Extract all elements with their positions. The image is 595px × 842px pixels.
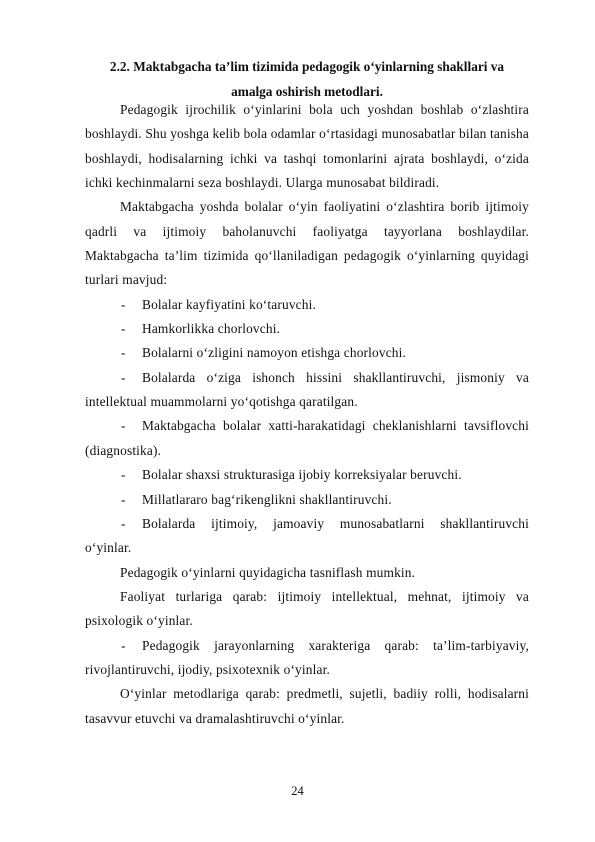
list-bullet: - [121,637,126,653]
list-item-text: Pedagogik jarayonlarning xarakteriga qarab: ta’lim-tarbiyaviy, rivojlantiruvchi, ijodiy, psixotexnik o‘yinlar. [85,637,529,677]
paragraph: Pedagogik ijrochilik o‘yinlarini bola uch yoshdan boshlab o‘zlashtira boshlaydi. Shu yoshga kelib bola odamlar o‘rtasidagi munosabatlar bilan tanisha boshlaydi, hodisalarning ichki va tashqi tomonlarini ajrata boshlaydi, o‘zida ichki kechinmalarni seza boshlaydi. Ularga munosabat bildiradi. [85,102,529,191]
body-text [85,98,529,731]
paragraph: O‘yinlar metodlariga qarab: predmetli, sujetli, badiiy rolli, hodisalarni tasavvur etuvchi va dramalashtiruvchi o‘yinlar. [85,686,529,726]
list-item [85,512,529,561]
list-item-text: Millatlararo bag‘rikenglikni shakllantiruvchi. [142,491,392,507]
list-item [85,414,529,463]
page-number: 24 [291,784,304,798]
list-bullet: - [121,321,126,337]
list-item-text: Maktabgacha bolalar xatti-harakatidagi cheklanishlarni tavsiflovchi (diagnostika). [85,418,529,458]
list-item-text: Bolalarda o‘ziga ishonch hissini shakllantiruvchi, jismoniy va intellektual muammolarni yo‘qotishga qaratilgan. [85,369,529,410]
list-bullet: - [121,515,126,531]
section-title-line-1: 2.2. Maktabgacha ta’lim tizimida pedagogik o‘yinlarning shakllari va [109,59,505,74]
list-bullet: - [121,369,126,385]
list-item-text: Hamkorlikka chorlovchi. [142,321,281,337]
list-item [85,463,529,487]
list-item-text: Bolalar kayfiyatini ko‘taruvchi. [142,296,316,312]
list-item [85,634,529,683]
list-bullet: - [121,296,126,312]
list-item [85,488,529,512]
list-bullet: - [121,418,126,434]
list-item [85,317,529,341]
paragraph: Pedagogik o‘yinlarni quyidagicha tasniflash mumkin. [120,564,416,580]
list-item [85,341,529,365]
list-item [85,293,529,317]
list-bullet: - [121,491,126,507]
list-bullet: - [121,467,126,483]
list-item-text: Bolalarni o‘zligini namoyon etishga chorlovchi. [142,345,407,361]
paragraph: Maktabgacha yoshda bolalar o‘yin faoliyatini o‘zlashtira borib ijtimoiy qadrli va ijtimoiy baholanuvchi faoliyatga tayyorlana boshlaydilar. Maktabgacha ta’lim tizimida qo‘llaniladigan pedagogik o‘yinlarning quyidagi turlari mavjud: [85,199,529,288]
list-item-text: Bolalar shaxsi strukturasiga ijobiy korreksiyalar beruvchi. [142,467,462,483]
section-title [85,55,529,104]
paragraph: Faoliyat turlariga qarab: ijtimoiy intellektual, mehnat, ijtimoiy va psixologik o‘yinlar. [85,588,529,629]
section-title-line-2: amalga oshirish metodlari. [231,83,383,99]
list-item [85,366,529,415]
list-item-text: Bolalarda ijtimoiy, jamoaviy munosabatlarni shakllantiruvchi o‘yinlar. [85,515,529,556]
list-bullet: - [121,345,126,361]
